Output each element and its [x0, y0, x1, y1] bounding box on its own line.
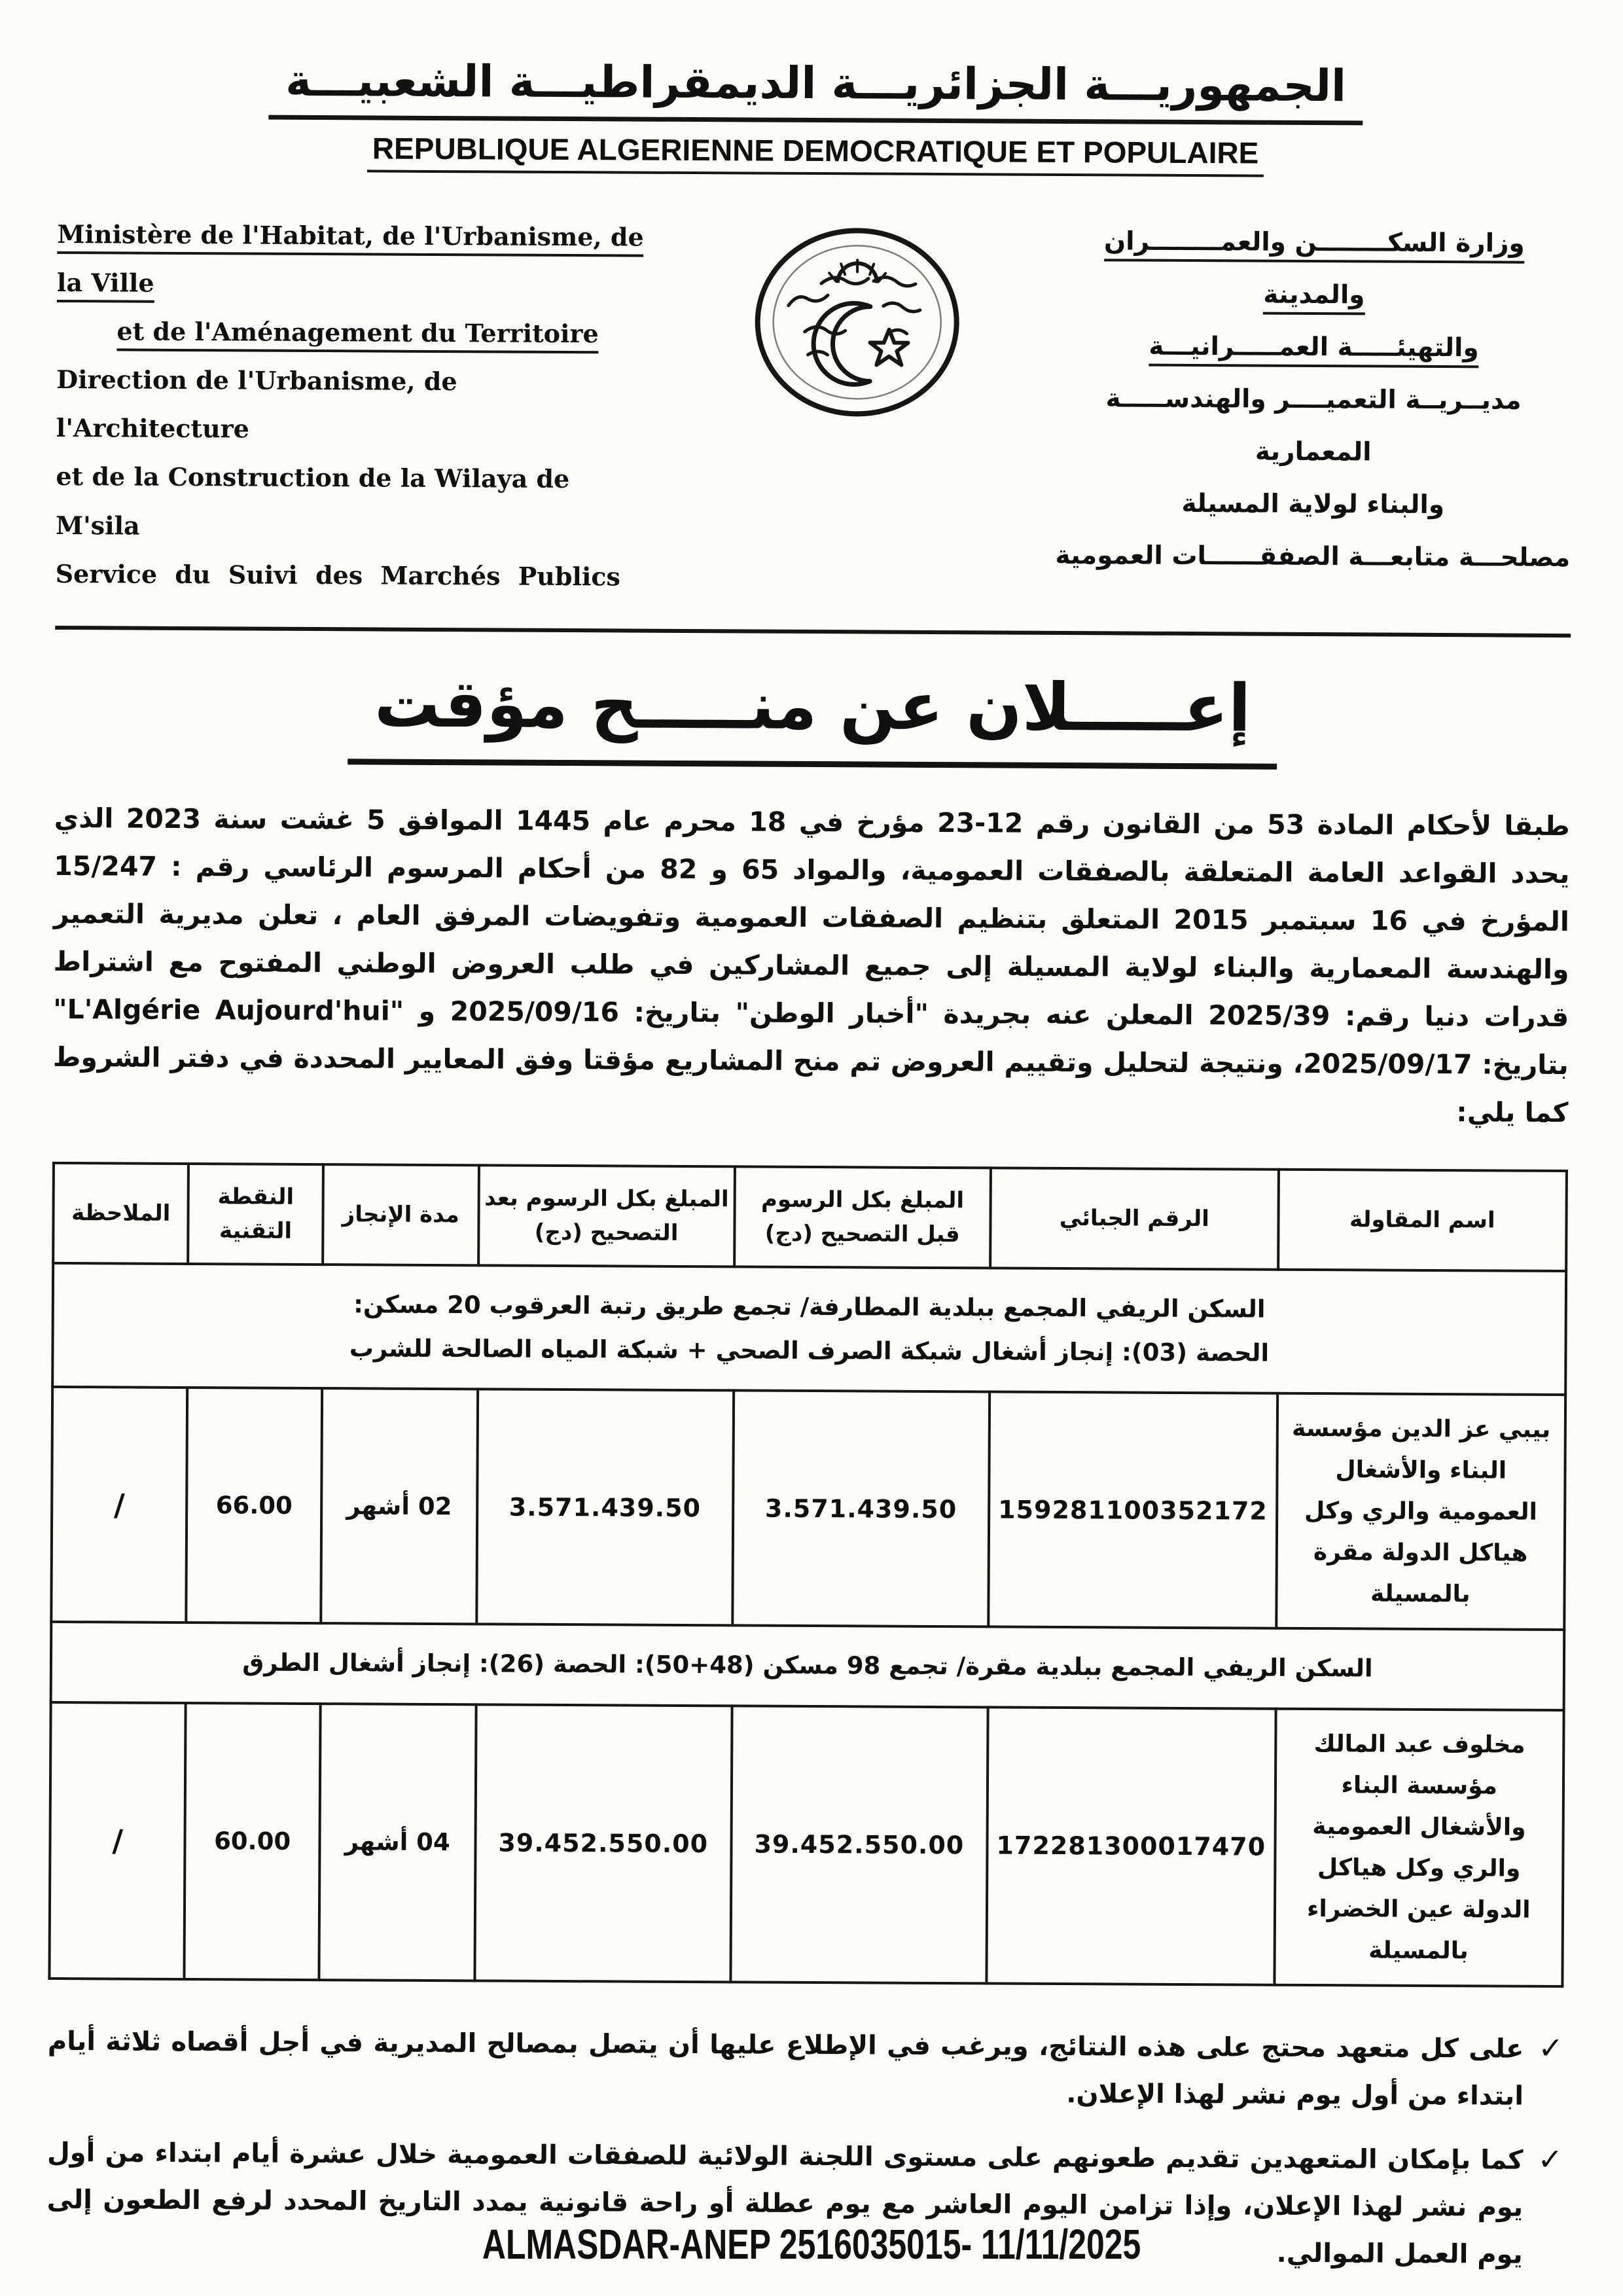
ministry-fr-line1	[57, 210, 660, 310]
seal-column	[739, 213, 976, 424]
ministry-block-arabic	[1054, 215, 1573, 584]
row2-amount-before: 39.452.550.00	[730, 1706, 988, 1983]
ministry-fr-line3: Direction de l'Urbanisme, de l'Architecture	[56, 365, 457, 444]
col-header-remark: الملاحظة	[53, 1162, 188, 1263]
ministry-block-french	[55, 210, 659, 601]
row1-amount-before: 3.571.439.50	[732, 1390, 990, 1626]
announcement-body: طبقا لأحكام المادة 53 من القانون رقم 12-23 مؤرخ في 18 محرم عام 1445 الموافق 5 غشت سنة 2023 الذي يحدد القواعد العامة المتعلقة بالصفقات العمومية، والمواد 65 و 82 من أحكام المرسوم الرئاسي رقم : 15/247 المؤرخ في 16 سبتمبر 2015 المتعلق بتنظيم الصفقات العمومية وتفويضات المرفق العام ، تعلن مديرية التعمير والهندسة المعمارية والبناء لولاية المسيلة إلى جميع المشاركين في طلب العروض الوطني المفتوح مع اشتراط قدرات دنيا رقم: 2025/39 المعلن عنه بجريدة "أخبار الوطن" بتاريخ: 2025/09/16 و "L'Algérie Aujourd'hui" بتاريخ: 2025/09/17، ونتيجة لتحليل وتقييم العروض تم منح المشاريع مؤقتا وفق المعايير المحددة في دفتر الشروط كما يلي:	[52, 802, 1570, 1128]
footnote-1	[47, 2018, 1563, 2120]
ministry-ar-line1	[1056, 215, 1573, 323]
award-table-body	[49, 1263, 1566, 1986]
republic-title-french-underline	[367, 130, 1264, 177]
letterhead-row	[55, 210, 1573, 606]
col-header-amount-after: المبلغ بكل الرسوم بعد التصحيح (دج)	[478, 1165, 735, 1266]
row2-tax-id: 172281300017470	[986, 1707, 1275, 1984]
project-1-title: السكن الريفي المجمع ببلدية المطارفة/ تجمع طريق رتبة العرقوب 20 مسكن: الحصة (03): إنجاز أشغال شبكة الصرف الصحي + شبكة المياه الصالحة للشرب	[52, 1263, 1566, 1395]
row1-tax-id: 159281100352172	[988, 1392, 1277, 1628]
col-header-contractor: اسم المقاولة	[1278, 1169, 1567, 1271]
project-2-title: السكن الريفي المجمع ببلدية مقرة/ تجمع 98 مسكن (48+50): الحصة (26): إنجاز أشغال الطرق	[51, 1622, 1565, 1710]
row1-duration: 02 أشهر	[321, 1388, 478, 1624]
checkmark-icon: ✓	[1537, 2141, 1563, 2177]
republic-titles	[58, 54, 1574, 179]
ministry-ar-line1-text: وزارة السكــــــــن والعمــــــــران والمدينة	[1104, 226, 1525, 315]
ministry-ar-line4: والبناء لولاية المسيلة	[1181, 488, 1445, 520]
announcement-title-wrap	[54, 664, 1571, 771]
republic-title-french: REPUBLIQUE ALGERIENNE DEMOCRATIQUE ET POPULAIRE	[372, 131, 1259, 170]
publication-reference	[0, 2220, 1623, 2269]
ministry-ar-line2-text: والتهيئـــــة العمـــــرانيـــة	[1149, 332, 1479, 368]
award-row-1	[51, 1387, 1565, 1630]
award-row-2	[49, 1702, 1563, 1986]
footnote-1-text: على كل متعهد محتج على هذه النتائج، ويرغب في الإطلاع عليها أن يتصل بمصالح المديرية في أجل أقصاه ثلاثة أيام ابتداء من أول يوم نشر لهذا الإعلان.	[47, 2026, 1524, 2111]
ministry-ar-line2	[1055, 320, 1572, 375]
republic-title-arabic-underline	[268, 55, 1363, 126]
row1-remark: /	[51, 1387, 187, 1623]
row2-duration: 04 أشهر	[319, 1704, 476, 1981]
ministry-fr-line4: et de la Construction de la Wilaya de M'sila	[55, 461, 570, 541]
award-table	[48, 1161, 1568, 1987]
checkmark-icon: ✓	[1538, 2030, 1564, 2066]
col-header-duration: مدة الإنجاز	[323, 1164, 479, 1266]
ministry-ar-line5: مصلحـــة متابعـــة الصفقــــــات العمومية	[1055, 540, 1571, 573]
row2-remark: /	[49, 1702, 186, 1979]
ministry-fr-line5: Service du Suivi des Marchés Publics	[55, 558, 620, 592]
announcement-title: إعـــــلان عن منـــــح مؤقت	[348, 665, 1277, 769]
project-section-row-2	[51, 1622, 1565, 1710]
row1-technical-score: 66.00	[187, 1388, 322, 1623]
row1-contractor-name: بيبي عز الدين مؤسسة البناء والأشغال العمومية والري وكل هياكل الدولة مقرة بالمسيلة	[1276, 1393, 1565, 1630]
republic-seal-icon	[742, 220, 972, 424]
project-section-row-1	[52, 1263, 1566, 1395]
republic-title-arabic: الجمهوريـــة الجزائريـــة الديمقراطيـــة الشعبيـــة	[285, 54, 1347, 112]
row2-amount-after: 39.452.550.00	[474, 1704, 732, 1982]
anep-reference-text: ALMASDAR-ANEP 2516035015- 11/11/2025	[482, 2221, 1141, 2268]
award-table-header-row	[53, 1162, 1567, 1270]
award-table-head	[53, 1162, 1567, 1270]
header-separator-line	[55, 626, 1571, 637]
col-header-amount-before: المبلغ بكل الرسوم قبل التصحيح (دج)	[734, 1166, 991, 1268]
ministry-ar-line3: مديــريــة التعميــــر والهندســـــة المعمارية	[1105, 384, 1522, 467]
ministry-fr-line1-text: Ministère de l'Habitat, de l'Urbanisme, de la Ville	[57, 219, 644, 303]
footnote-2-text: كما بإمكان المتعهدين تقديم طعونهم على مستوى اللجنة الولائية للصفقات العمومية خلال عشرة أيام ابتداء من أول يوم نشر لهذا الإعلان، وإذا تزامن اليوم العاشر مع يوم عطلة أو راحة قانونية يمدد التاريخ المحدد لرفع الطعون إلى يوم العمل الموالي.	[46, 2137, 1524, 2270]
ministry-fr-line2	[56, 307, 658, 359]
row2-technical-score: 60.00	[185, 1703, 321, 1980]
col-header-technical-score: النقطة التقنية	[188, 1164, 323, 1265]
col-header-tax-id: الرقم الجبائي	[990, 1168, 1278, 1270]
row2-contractor-name: مخلوف عبد المالك مؤسسة البناء والأشغال العمومية والري وكل هياكل الدولة عين الخضراء بالمسيلة	[1274, 1708, 1564, 1986]
ministry-fr-line2-text: et de l'Aménagement du Territoire	[116, 317, 598, 354]
row1-amount-after: 3.571.439.50	[476, 1389, 734, 1625]
